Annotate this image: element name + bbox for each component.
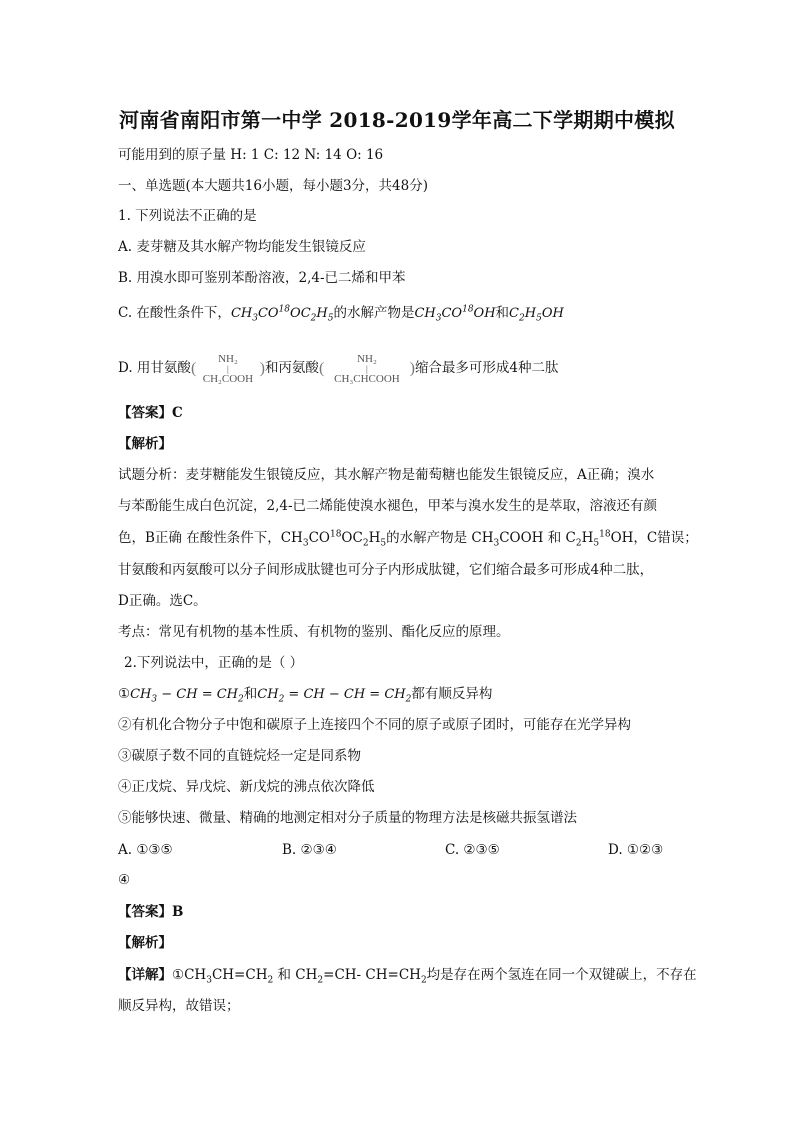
q1-option-d <box>118 350 559 386</box>
analysis-3b: 的水解产物是 CH <box>386 530 494 546</box>
page-title: 河南省南阳市第一中学 2018-2019学年高二下学期期中模拟 <box>119 108 675 132</box>
formula-butene: $CH_3$ − CH = $CH_2$ <box>130 687 244 705</box>
formula-butadiene: $CH_2$ = CH − CH = $CH_2$ <box>257 687 412 705</box>
detail-1c: 和 CH <box>273 967 318 983</box>
q1-c-and: 和 <box>495 305 510 321</box>
q1-d-suffix: 缩合最多可形成4种二肽 <box>414 360 559 376</box>
q2-stem: 2.下列说法中，正确的是（ ） <box>124 655 304 671</box>
q1-analysis-2: 与苯酚能生成白色沉淀，2,4-已二烯能使溴水褪色，甲苯与溴水发生的是萃取，溶液还有颜 <box>118 498 658 514</box>
glycine-nh2: NH₂ <box>218 352 238 365</box>
q2-statement-2: ②有机化合物分子中饱和碳原子上连接四个不同的原子或原子团时，可能存在光学异构 <box>118 717 631 733</box>
bond-line: | <box>227 363 229 374</box>
q1-kaodian: 考点：常见有机物的基本性质、有机物的鉴别、酯化反应的原理。 <box>118 624 510 640</box>
q2-statement-4: ④正戊烷、异戊烷、新戊烷的沸点依次降低 <box>118 779 375 795</box>
formula-ethanol: $C_2H_5OH$ <box>509 306 564 324</box>
detail-label: 【详解】 <box>118 967 172 983</box>
detail-1b: CH=CH <box>211 967 268 983</box>
q1-analysis-1: 试题分析：麦芽糖能发生银镜反应，其水解产物是葡萄糖也能发生银镜反应，A正确；溴水 <box>118 467 655 483</box>
analysis-3a: 色，B正确 在酸性条件下，CH <box>118 530 303 546</box>
detail-1d: =CH- CH=CH <box>323 967 421 983</box>
detail-1a: ①CH <box>172 967 207 983</box>
alanine-nh2: NH₂ <box>357 352 377 365</box>
q2-statement-1 <box>118 685 492 704</box>
analysis-3d: OH，C错误； <box>610 530 698 546</box>
paren-left: ( <box>190 359 197 377</box>
q1-answer: 【答案】C <box>118 405 183 421</box>
formula-ester: $CH_3CO^{18}OC_2H_5$ <box>230 304 334 324</box>
q2-detail-1: 【详解】$①CH_3CH=CH_2$ 和 $CH_2=CH-$ $CH=CH_2$均是存在两个氢连在同一个双键碳上，不存在 <box>118 967 697 986</box>
q1-d-and: 和丙氨酸 <box>264 360 319 376</box>
section-heading: 一、单选题(本大题共16小题，每小题3分，共48分) <box>118 178 428 194</box>
q1-analysis-4: 甘氨酸和丙氨酸可以分子间形成肽键也可分子内形成肽键，它们缩合最多可形成4种二肽， <box>118 562 654 578</box>
formula-acid: $CH_3CO^{18}OH$ <box>414 304 496 324</box>
q1-c-prefix: C. 在酸性条件下， <box>118 305 231 321</box>
q2-answer: 【答案】B <box>118 904 184 920</box>
analysis-3c: COOH 和 C <box>499 530 576 546</box>
q2-option-b: B. ②③④ <box>282 842 337 858</box>
q2-analysis-label: 【解析】 <box>118 935 172 951</box>
paren-right: ) <box>259 359 265 377</box>
glycine-structure <box>191 353 265 385</box>
q1-option-c <box>118 304 564 323</box>
q2-option-c: C. ②③⑤ <box>445 842 500 858</box>
s1-and: 和 <box>243 686 258 702</box>
q1-stem: 1. 下列说法不正确的是 <box>118 208 257 224</box>
alanine-structure <box>319 353 415 385</box>
q1-analysis-label: 【解析】 <box>118 436 172 452</box>
q2-option-d: D. ①②③ <box>608 842 664 858</box>
atomic-masses: 可能用到的原子量 H: 1 C: 12 N: 14 O: 16 <box>118 147 384 163</box>
alanine-chain: CH₃CHCOOH <box>334 372 400 385</box>
bond-line: | <box>366 363 368 374</box>
q2-detail-2: 顺反异构，故错误； <box>118 998 240 1014</box>
detail-1e: 均是存在两个氢连在同一个双键碳上，不存在 <box>426 967 697 983</box>
q1-analysis-3: 色，B正确 在酸性条件下，$CH_3CO^{18}OC_2H_5$的水解产物是 $CH_3COOH$ 和 $C_2H_5^{18}OH$，C错误； <box>118 529 698 549</box>
q1-c-mid: 的水解产物是 <box>333 305 415 321</box>
q1-d-prefix: D. 用甘氨酸 <box>118 360 191 376</box>
q2-option-a: A. ①③⑤ <box>118 842 173 858</box>
q2-option-d-cont: ④ <box>118 872 131 888</box>
s1-suffix: 都有顺反异构 <box>411 686 493 702</box>
q1-option-b: B. 用溴水即可鉴别苯酚溶液，2,4-已二烯和甲苯 <box>118 270 406 286</box>
s1-prefix: ① <box>118 686 131 702</box>
q1-analysis-5: D正确。选C。 <box>118 593 207 609</box>
q2-statement-5: ⑤能够快速、微量、精确的地测定相对分子质量的物理方法是核磁共振氢谱法 <box>118 810 577 826</box>
glycine-chain: CH₂COOH <box>202 372 254 385</box>
paren-right: ) <box>409 359 415 377</box>
q1-option-a: A. 麦芽糖及其水解产物均能发生银镜反应 <box>118 239 366 255</box>
paren-left: ( <box>318 359 325 377</box>
q2-statement-3: ③碳原子数不同的直链烷烃一定是同系物 <box>118 748 361 764</box>
